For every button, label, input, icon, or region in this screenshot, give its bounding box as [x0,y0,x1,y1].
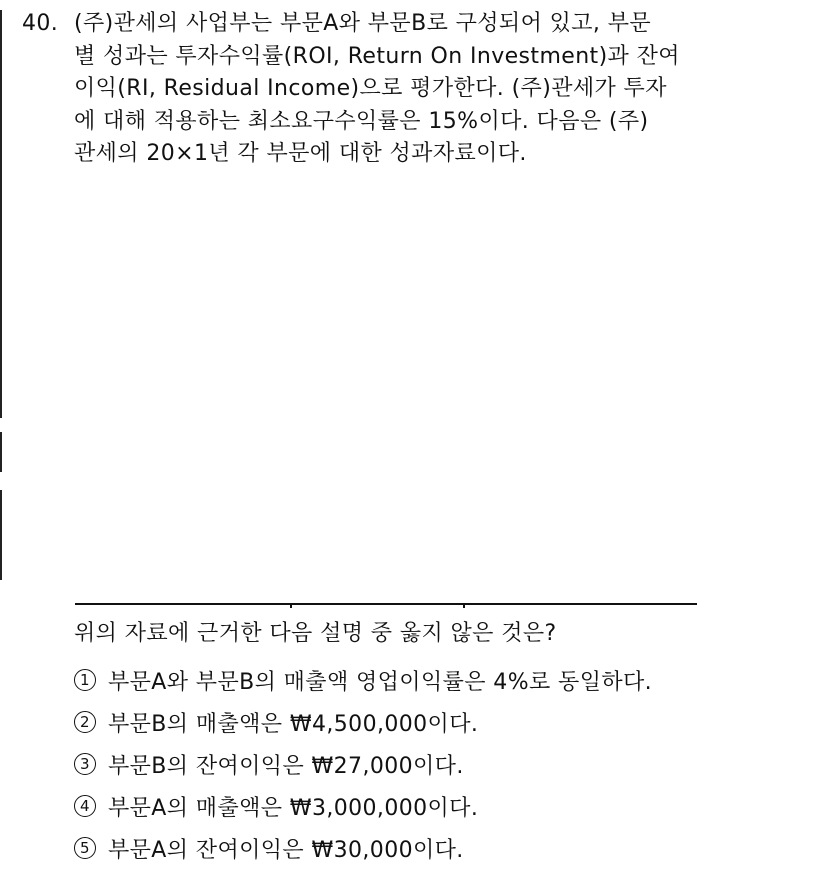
answer-choices [74,659,652,869]
answer-choice[interactable] [74,659,652,701]
choice-text: 부문B의 매출액은 ₩4,500,000이다. [108,711,479,737]
choice-number-circle: 1 [74,669,96,691]
data-table-bottom-rule [75,603,697,605]
choice-text: 부문A와 부문B의 매출액 영업이익률은 4%로 동일하다. [108,669,653,695]
answer-choice[interactable] [74,785,652,827]
choice-text: 부문A의 매출액은 ₩3,000,000이다. [108,795,479,821]
question-block [22,8,782,171]
sub-question-prompt: 위의 자료에 근거한 다음 설명 중 옳지 않은 것은? [74,621,557,646]
left-margin-rule [0,490,2,580]
left-margin-rule [0,10,2,418]
answer-choice[interactable] [74,743,652,785]
question-text-line: 관세의 20×1년 각 부문에 대한 성과자료이다. [74,141,527,166]
answer-choice[interactable] [74,827,652,869]
left-margin-rule [0,432,2,472]
choice-number-circle: 5 [74,837,96,859]
choice-number-circle: 2 [74,711,96,733]
choice-text: 부문B의 잔여이익은 ₩27,000이다. [108,753,464,779]
choice-number-circle: 3 [74,753,96,775]
question-text-line: (주)관세의 사업부는 부문A와 부문B로 구성되어 있고, 부문 [74,11,652,36]
question-text-line: 에 대해 적용하는 최소요구수익률은 15%이다. 다음은 (주) [74,108,649,134]
question-number: 40. [22,11,59,36]
table-column-divider [463,604,465,608]
choice-number-circle: 4 [74,795,96,817]
question-text-line: 이익(RI, Residual Income)으로 평가한다. (주)관세가 투자 [74,76,667,101]
question-text-line: 별 성과는 투자수익률(ROI, Return On Investment)과 잔여 [74,43,680,69]
choice-text: 부문A의 잔여이익은 ₩30,000이다. [108,837,464,863]
table-column-divider [290,604,292,608]
answer-choice[interactable] [74,701,652,743]
